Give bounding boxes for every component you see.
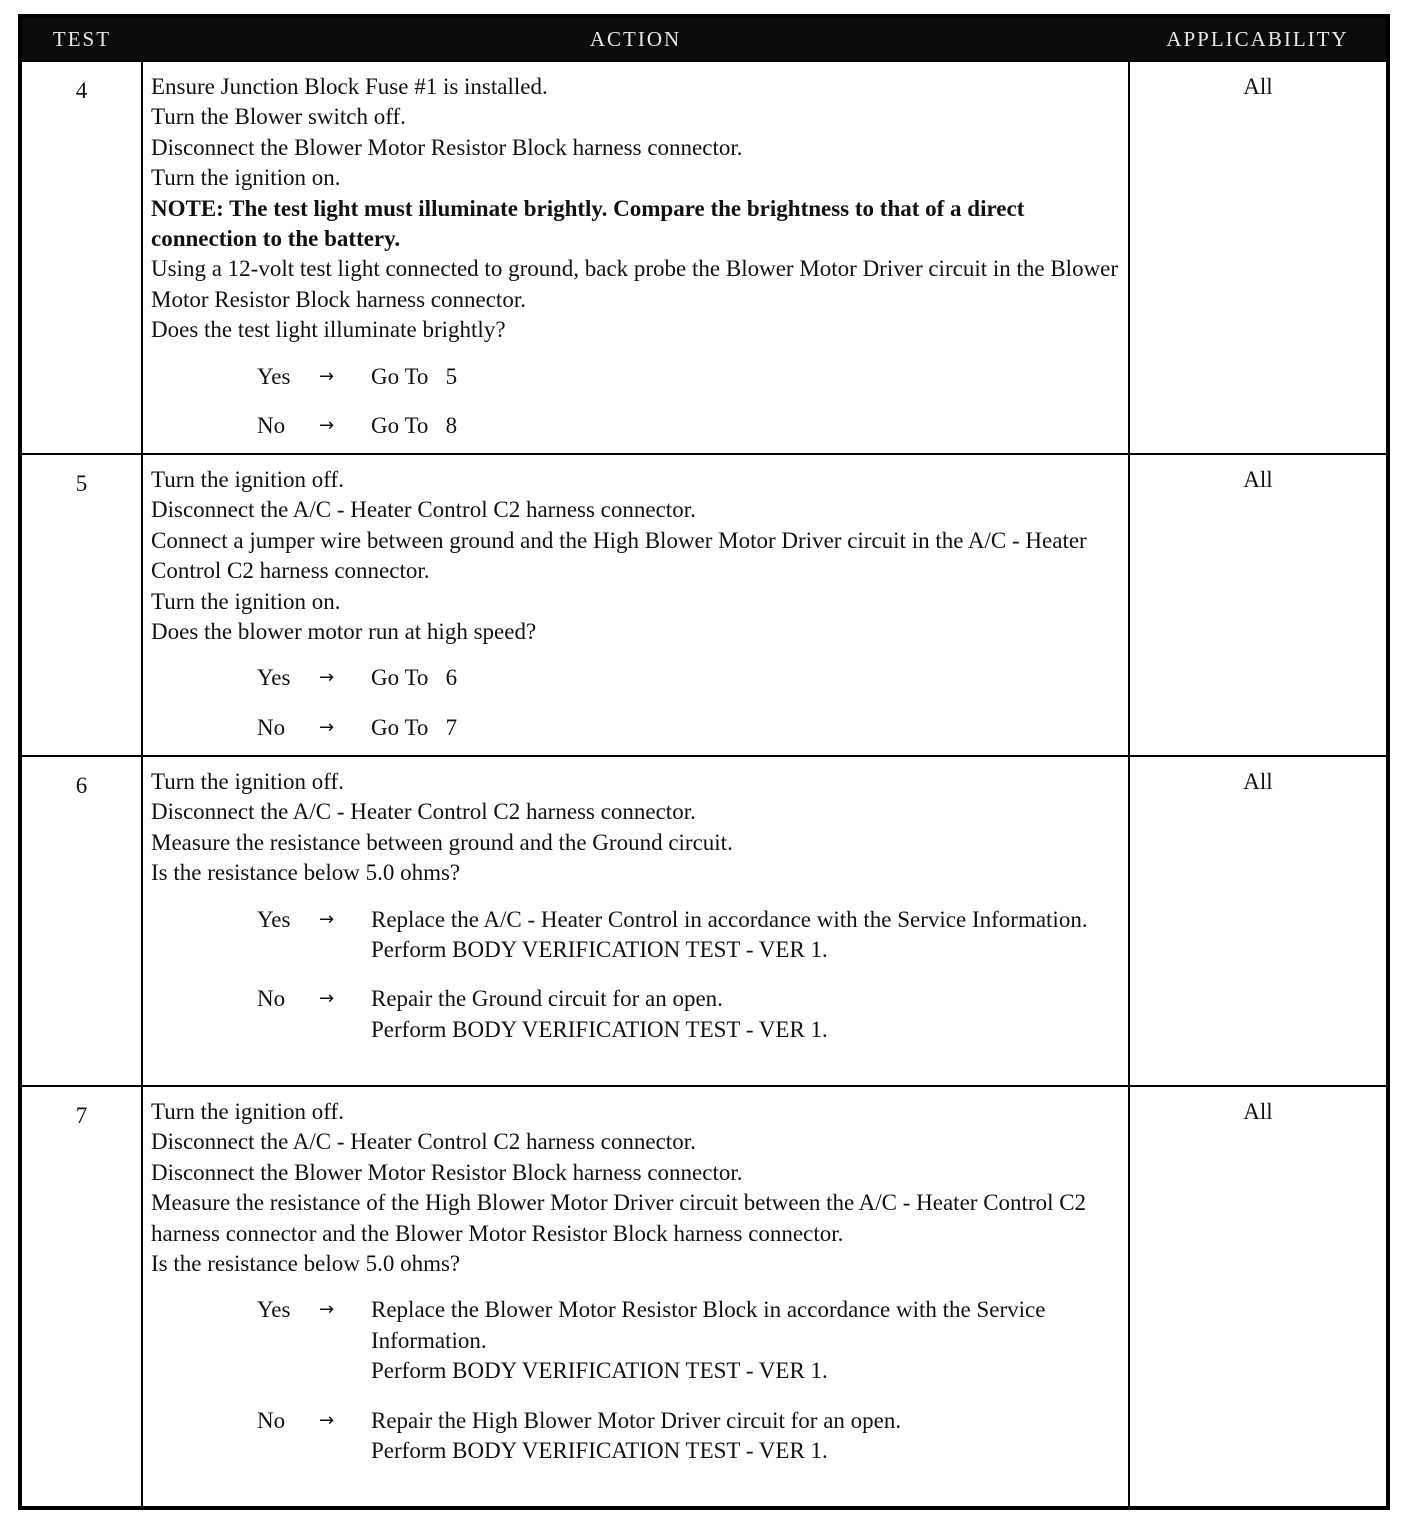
answer-text <box>371 905 1122 966</box>
action-step: Ensure Junction Block Fuse #1 is installed. <box>151 74 548 99</box>
table-row <box>20 1086 1388 1508</box>
table-row <box>20 454 1388 756</box>
action-step: Turn the ignition off. <box>151 467 344 492</box>
test-number: 6 <box>20 756 142 1086</box>
answer-text <box>371 713 1122 743</box>
answer-text <box>371 362 1122 392</box>
answer-label: No <box>257 413 286 439</box>
answer-line: Go To 7 <box>371 714 458 740</box>
action-step: Turn the ignition on. <box>151 165 341 191</box>
action-step: Turn the ignition off. <box>151 769 344 794</box>
action-cell <box>142 1086 1129 1508</box>
action-question: Is the resistance below 5.0 ohms? <box>151 860 461 886</box>
answer-label: No <box>257 986 286 1012</box>
answer-line: Perform BODY VERIFICATION TEST - VER 1. <box>371 937 828 963</box>
answer-no <box>151 984 1122 1045</box>
applicability-value: All <box>1129 454 1388 756</box>
action-step: Turn the Blower switch off. <box>151 104 406 130</box>
answer-line: Replace the Blower Motor Resistor Block in accordance with the Service Information. <box>371 1297 1046 1353</box>
test-number: 4 <box>20 61 142 454</box>
answer-text <box>371 411 1122 441</box>
action-cell <box>142 61 1129 454</box>
answer-no <box>151 411 1122 441</box>
table-header-row <box>20 16 1388 61</box>
arrow-right-icon: → <box>319 716 335 738</box>
action-question: Does the blower motor run at high speed? <box>151 619 537 645</box>
action-step: Measure the resistance of the High Blower Motor Driver circuit between the A/C - Heater Control C2 harness connector and the Blower Motor Resistor Block harness connector. <box>151 1190 1087 1246</box>
arrow-right-icon: → <box>319 908 335 930</box>
answer-line: Perform BODY VERIFICATION TEST - VER 1. <box>371 1438 828 1464</box>
arrow-right-icon: → <box>319 1409 335 1431</box>
test-number: 7 <box>20 1086 142 1508</box>
table-row <box>20 756 1388 1086</box>
action-question: Does the test light illuminate brightly? <box>151 317 506 343</box>
arrow-right-icon: → <box>319 415 335 437</box>
action-step: Disconnect the A/C - Heater Control C2 harness connector. <box>151 799 696 825</box>
header-action: ACTION <box>142 16 1129 61</box>
answer-yes <box>151 1295 1122 1386</box>
answer-label: Yes <box>257 906 291 932</box>
answer-label: No <box>257 1407 286 1433</box>
action-step: Disconnect the A/C - Heater Control C2 harness connector. <box>151 497 696 523</box>
action-step: Using a 12-volt test light connected to ground, back probe the Blower Motor Driver circuit in the Blower Motor Resistor Block harness connector. <box>151 256 1119 312</box>
test-number: 5 <box>20 454 142 756</box>
arrow-right-icon: → <box>319 1299 335 1321</box>
answer-line: Perform BODY VERIFICATION TEST - VER 1. <box>371 1016 828 1042</box>
applicability-value: All <box>1129 61 1388 454</box>
answer-line: Perform BODY VERIFICATION TEST - VER 1. <box>371 1358 828 1384</box>
answer-text <box>371 984 1122 1045</box>
answer-line: Go To 5 <box>371 363 458 389</box>
answer-label: Yes <box>257 665 291 691</box>
answer-no <box>151 713 1122 743</box>
answer-yes <box>151 905 1122 966</box>
answer-no <box>151 1406 1122 1467</box>
table-row <box>20 61 1388 454</box>
answer-label: Yes <box>257 363 291 389</box>
arrow-right-icon: → <box>319 988 335 1010</box>
action-note: NOTE: The test light must illuminate brightly. Compare the brightness to that of a direct connection to the battery. <box>151 195 1025 252</box>
action-cell <box>142 756 1129 1086</box>
action-step: Disconnect the Blower Motor Resistor Block harness connector. <box>151 134 743 160</box>
action-step: Turn the ignition off. <box>151 1099 344 1124</box>
action-cell <box>142 454 1129 756</box>
answer-text <box>371 1406 1122 1467</box>
action-step: Disconnect the Blower Motor Resistor Block harness connector. <box>151 1159 743 1185</box>
answer-list <box>151 362 1122 442</box>
answer-list <box>151 663 1122 743</box>
answer-label: No <box>257 714 286 740</box>
header-test: TEST <box>20 16 142 61</box>
applicability-value: All <box>1129 756 1388 1086</box>
action-question: Is the resistance below 5.0 ohms? <box>151 1251 461 1277</box>
arrow-right-icon: → <box>319 365 335 387</box>
answer-line: Go To 6 <box>371 665 458 691</box>
action-step: Disconnect the A/C - Heater Control C2 harness connector. <box>151 1129 696 1155</box>
action-step: Turn the ignition on. <box>151 588 341 614</box>
answer-text <box>371 663 1122 693</box>
answer-line: Repair the Ground circuit for an open. <box>371 986 723 1012</box>
action-step: Connect a jumper wire between ground and the High Blower Motor Driver circuit in the A/C - Heater Control C2 harness connector. <box>151 527 1087 584</box>
answer-line: Replace the A/C - Heater Control in accordance with the Service Information. <box>371 906 1088 932</box>
answer-label: Yes <box>257 1297 291 1323</box>
answer-yes <box>151 362 1122 392</box>
action-step: Measure the resistance between ground and the Ground circuit. <box>151 829 733 855</box>
answer-list <box>151 1295 1122 1466</box>
applicability-value: All <box>1129 1086 1388 1508</box>
diagnostic-test-table <box>18 14 1390 1510</box>
arrow-right-icon: → <box>319 667 335 689</box>
answer-text <box>371 1295 1122 1386</box>
answer-yes <box>151 663 1122 693</box>
answer-line: Go To 8 <box>371 413 458 439</box>
header-applicability: APPLICABILITY <box>1129 16 1388 61</box>
answer-list <box>151 905 1122 1046</box>
answer-line: Repair the High Blower Motor Driver circuit for an open. <box>371 1407 902 1433</box>
